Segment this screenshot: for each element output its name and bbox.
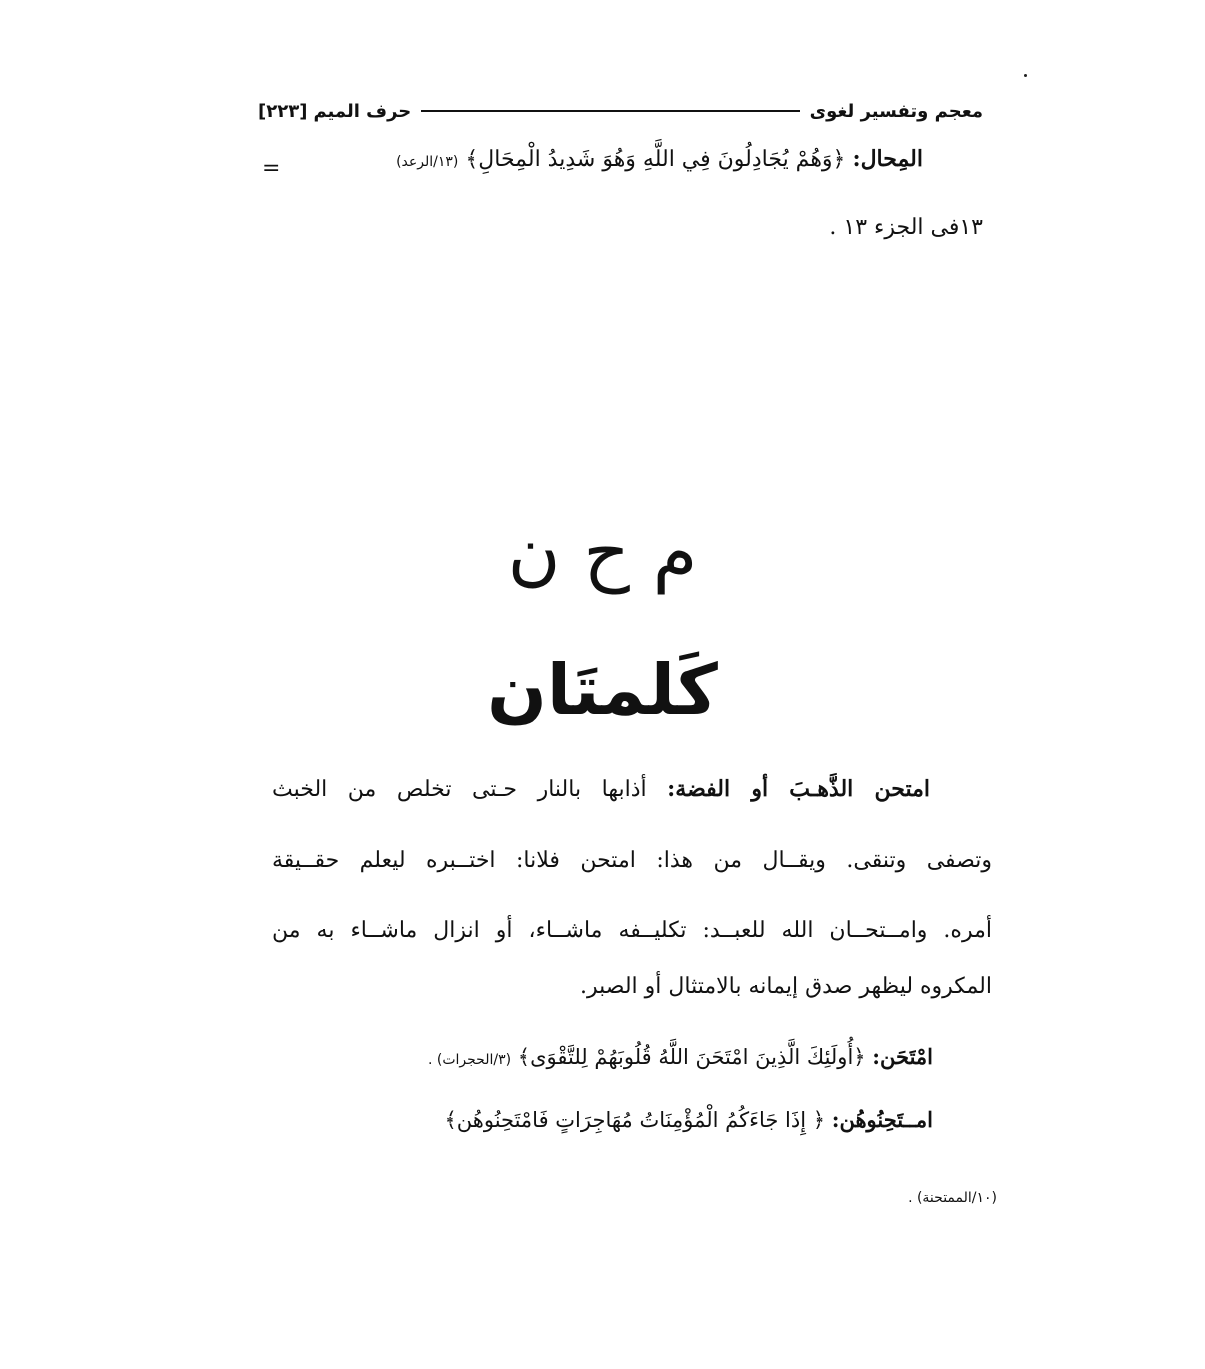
example-2-reference: (١٠/الممتحنة) .	[908, 1190, 997, 1206]
example-1	[428, 1044, 933, 1069]
example-2-word: امــتَحِنُوهُن:	[831, 1107, 933, 1132]
definition-line-2: وتصفى وتنقى. ويقــال من هذا: امتحن فلانا: اختــبره ليعلم حقــيقة	[272, 848, 992, 873]
example-1-reference: (٣/الحجرات) .	[427, 1052, 512, 1068]
scan-speck	[1024, 74, 1027, 77]
example-2	[444, 1107, 933, 1132]
definition-line-1-text: أذابها بالنار حـتى تخلص من الخبث	[272, 777, 647, 802]
header-rule	[421, 110, 799, 112]
section-title: حرف الميم	[313, 100, 412, 122]
top-entry-verse: ﴿وَهُمْ يُجَادِلُونَ فِي اللَّهِ وَهُوَ شَدِيدُ الْمِحَالِ﴾	[465, 147, 846, 172]
definition-line-4: المكروه ليظهر صدق إيمانه بالامتثال أو الصبر.	[580, 974, 992, 999]
page-number: [٢٢٣]	[258, 100, 308, 122]
definition-line-3: أمره. وامــتحــان الله للعبــد: تكليــفه ماشــاء، أو انزال ماشــاء به من	[272, 918, 992, 943]
top-entry-note: ١٣فى الجزء ١٣ .	[829, 215, 983, 240]
book-title: معجم وتفسير لغوى	[809, 100, 983, 122]
top-entry-line	[396, 146, 923, 172]
definition-term: امتحن الذَّهـبَ أو الفضة:	[667, 776, 930, 802]
root-letters-heading: م ح ن	[507, 510, 698, 594]
example-1-verse: ﴿أُولَئِكَ الَّذِينَ امْتَحَنَ اللَّهُ قُلُوبَهُمْ لِلتَّقْوَى﴾	[517, 1045, 866, 1069]
running-header	[258, 96, 983, 126]
top-entry-word: المِحال:	[852, 146, 923, 172]
continuation-mark: =	[262, 156, 281, 181]
top-entry-reference: (١٣/الرعد)	[396, 154, 459, 170]
example-1-word: امْتَحَن:	[872, 1044, 933, 1069]
word-count-heading: كَلمتَان	[487, 649, 718, 731]
example-2-verse: ﴿ إِذَا جَاءَكُمُ الْمُؤْمِنَاتُ مُهَاجِرَاتٍ فَامْتَحِنُوهُن﴾	[444, 1108, 826, 1132]
definition-line-1	[272, 776, 992, 802]
